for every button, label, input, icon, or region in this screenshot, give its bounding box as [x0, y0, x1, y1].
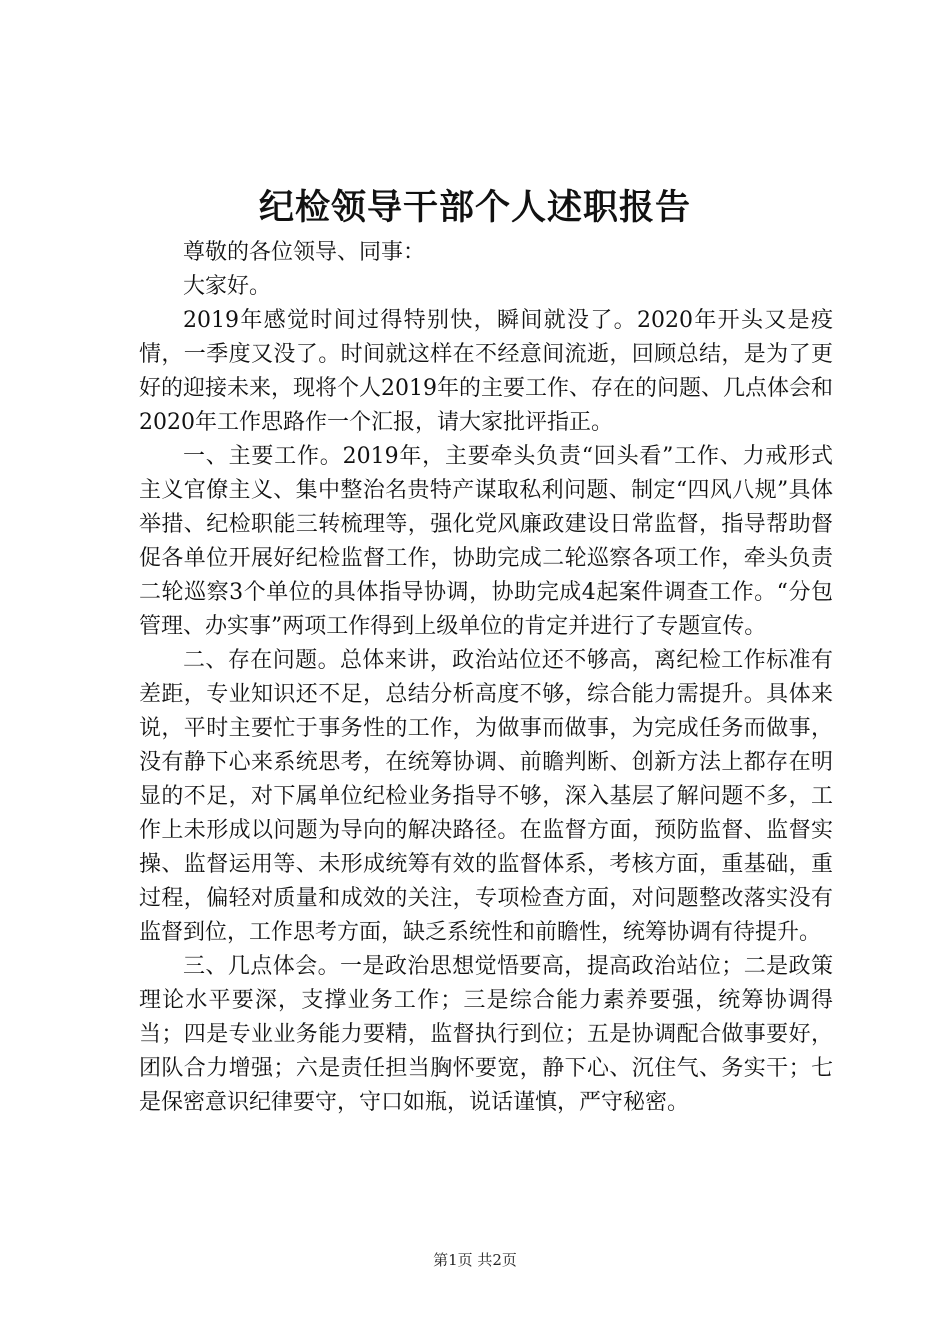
- page-number-footer: 第1页 共2页: [433, 1251, 517, 1269]
- greeting-paragraph: 大家好。: [183, 274, 272, 299]
- intro-paragraph: 2019年感觉时间过得特别快，瞬间就没了。2020年开头又是疫情，一季度又没了。时间就这样在不经意间流逝，回顾总结，是为了更好的迎接未来，现将个人2019年的主要工作、存在的问题、几点体会和2020年工作思路作一个汇报，请大家批评指正。: [139, 308, 833, 435]
- main-work-paragraph: 一、主要工作。2019年，主要牵头负责“回头看”工作、力戒形式主义官僚主义、集中整治名贵特产谋取私利问题、制定“四风八规”具体举措、纪检职能三转梳理等，强化党风廉政建设日常监督，指导帮助督促各单位开展好纪检监督工作，协助完成二轮巡察各项工作，牵头负责二轮巡察3个单位的具体指导协调，协助完成4起案件调查工作。“分包管理、办实事”两项工作得到上级单位的肯定并进行了专题宣传。: [139, 444, 833, 639]
- document-body: [139, 236, 833, 1120]
- experience-paragraph: 三、几点体会。一是政治思想觉悟要高，提高政治站位；二是政策理论水平要深，支撑业务工作；三是综合能力素养要强，统筹协调得当；四是专业业务能力要精，监督执行到位；五是协调配合做事要好，团队合力增强；六是责任担当胸怀要宽，静下心、沉住气、务实干；七是保密意识纪律要守，守口如瓶，说话谨慎，严守秘密。: [139, 954, 833, 1115]
- document-title: 纪检领导干部个人述职报告: [258, 187, 691, 228]
- problems-paragraph: 二、存在问题。总体来讲，政治站位还不够高，离纪检工作标准有差距，专业知识还不足，总结分析高度不够，综合能力需提升。具体来说，平时主要忙于事务性的工作，为做事而做事，为完成任务而做事，没有静下心来系统思考，在统筹协调、前瞻判断、创新方法上都存在明显的不足，对下属单位纪检业务指导不够，深入基层了解问题不多，工作上未形成以问题为导向的解决路径。在监督方面，预防监督、监督实操、监督运用等、未形成统筹有效的监督体系，考核方面，重基础，重过程，偏轻对质量和成效的关注，专项检查方面，对问题整改落实没有监督到位，工作思考方面，缺乏系统性和前瞻性，统筹协调有待提升。: [139, 648, 833, 945]
- salutation-paragraph: 尊敬的各位领导、同事：: [183, 240, 426, 265]
